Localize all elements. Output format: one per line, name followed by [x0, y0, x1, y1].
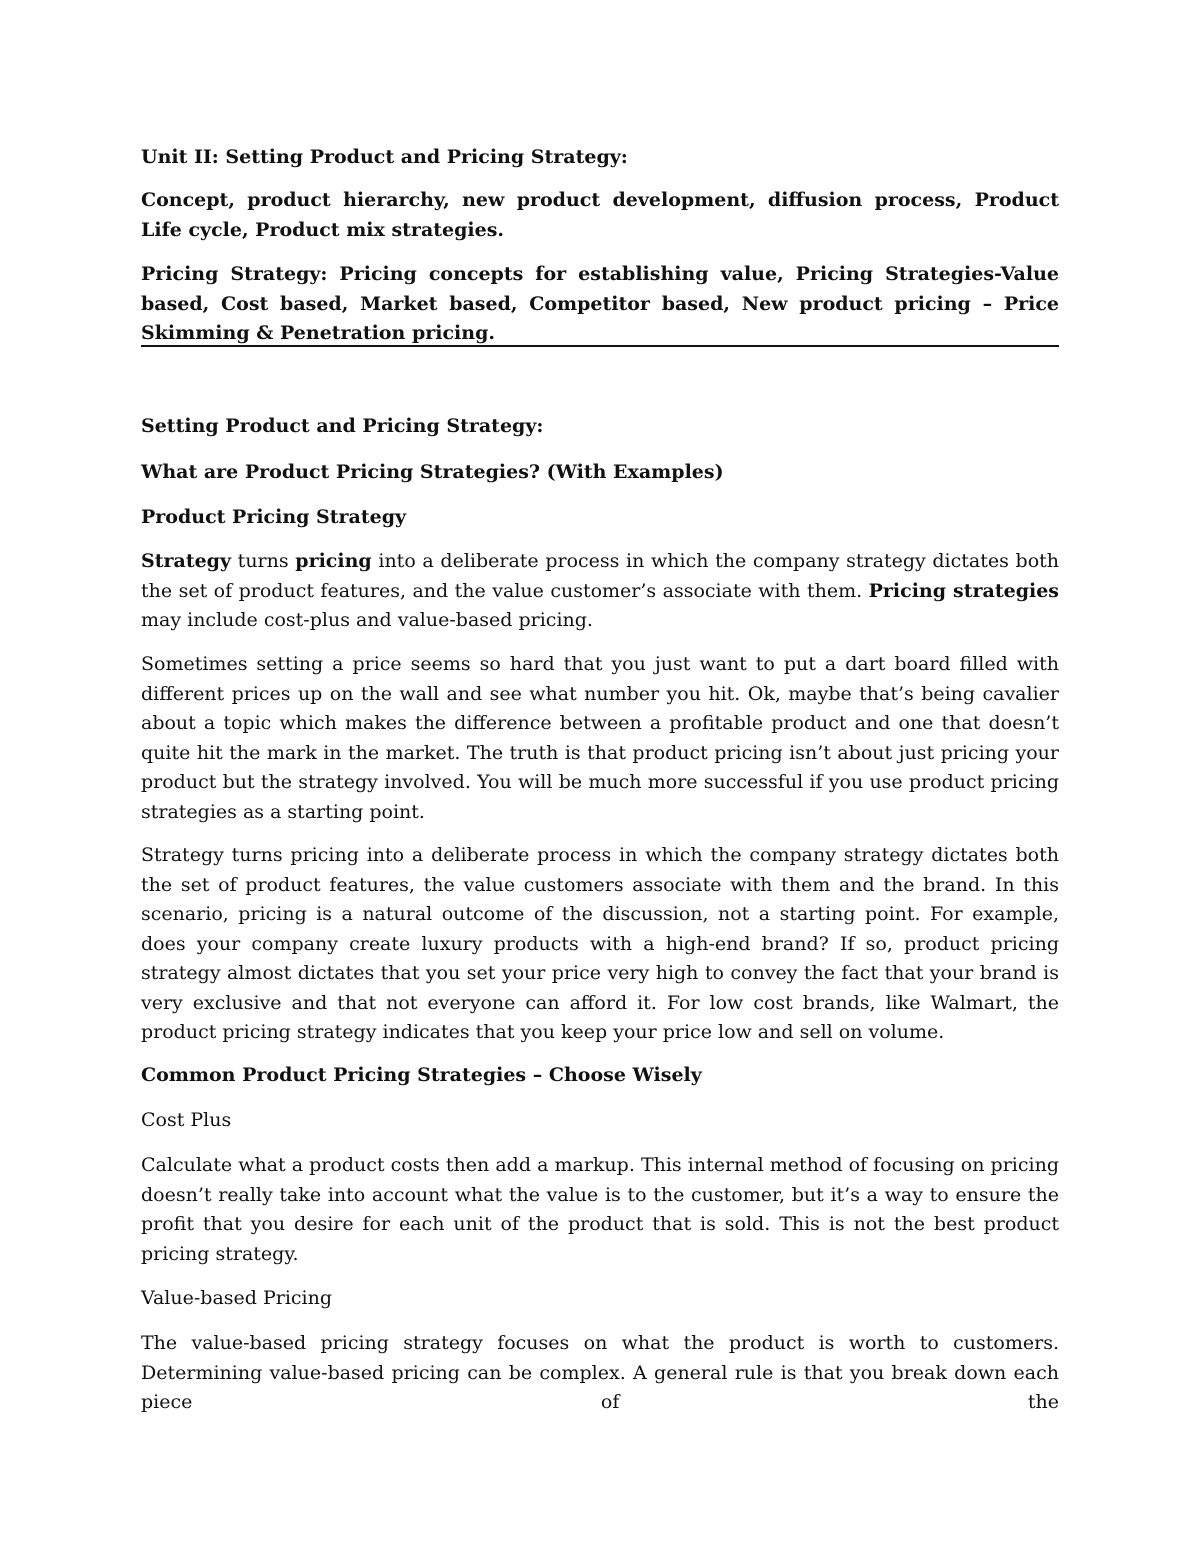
- syllabus-pricing-topics: Pricing Strategy: Pricing concepts for establishing value, Pricing Strategies-Value based, Cost based, Market based, Competitor based, New product pricing – Price Skimming & Penetration pricing.: [141, 263, 1059, 344]
- paragraph-text: turns: [231, 550, 296, 572]
- paragraph-text: into a deliberate process in which the company strategy dictates both the set of product features, and the value customer’s associate with them.: [141, 550, 1060, 602]
- paragraph: The value-based pricing strategy focuses on what the product is worth to customers. Determining value-based pricing can be complex. A general rule is that you break down each piece of the: [141, 1332, 1059, 1413]
- section-heading: Setting Product and Pricing Strategy:: [141, 415, 544, 437]
- unit-title: Unit II: Setting Product and Pricing Strategy:: [141, 146, 628, 168]
- strategy-subheading: Value-based Pricing: [141, 1287, 333, 1309]
- paragraph: [141, 547, 1059, 636]
- bold-term: pricing: [295, 550, 372, 572]
- paragraph-text: may include cost-plus and value-based pricing.: [141, 609, 593, 631]
- syllabus-topics: Concept, product hierarchy, new product development, diffusion process, Product Life cycle, Product mix strategies.: [141, 189, 1059, 241]
- subsection-heading: Product Pricing Strategy: [141, 506, 407, 528]
- strategies-heading: Common Product Pricing Strategies – Choose Wisely: [141, 1064, 702, 1086]
- bold-term: Strategy: [141, 550, 232, 572]
- paragraph: Strategy turns pricing into a deliberate process in which the company strategy dictates both the set of product features, the value customers associate with them and the brand. In this scenario, pricing is a natural outcome of the discussion, not a starting point. For example, does your company create luxury products with a high-end brand? If so, product pricing strategy almost dictates that you set your price very high to convey the fact that your brand is very exclusive and that not everyone can afford it. For low cost brands, like Walmart, the product pricing strategy indicates that you keep your price low and sell on volume.: [141, 844, 1059, 1043]
- paragraph: Sometimes setting a price seems so hard that you just want to put a dart board filled with different prices up on the wall and see what number you hit. Ok, maybe that’s being cavalier about a topic which makes the difference between a profitable product and one that doesn’t quite hit the mark in the market. The truth is that product pricing isn’t about just pricing your product but the strategy involved. You will be much more successful if you use product pricing strategies as a starting point.: [141, 653, 1059, 823]
- bold-term: Pricing strategies: [868, 579, 1059, 602]
- question-heading: What are Product Pricing Strategies? (With Examples): [141, 461, 724, 483]
- paragraph: Calculate what a product costs then add a markup. This internal method of focusing on pricing doesn’t really take into account what the value is to the customer, but it’s a way to ensure the profit that you desire for each unit of the product that is sold. This is not the best product pricing strategy.: [141, 1154, 1059, 1265]
- strategy-subheading: Cost Plus: [141, 1109, 232, 1131]
- section-divider: [141, 345, 1059, 347]
